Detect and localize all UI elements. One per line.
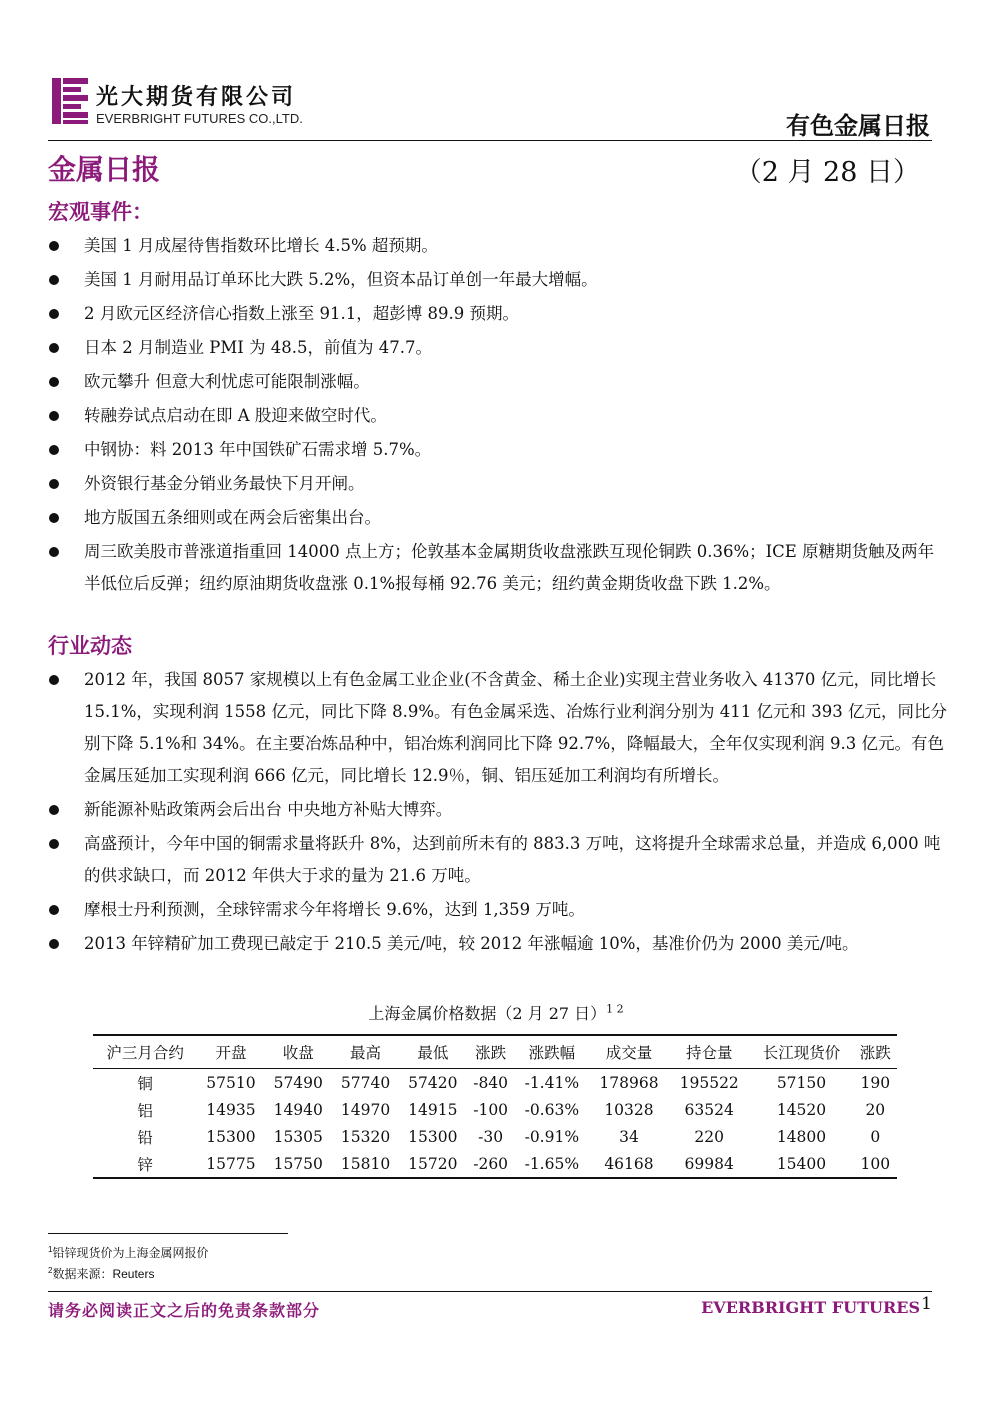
report-date: （2 月 28 日） xyxy=(734,157,920,188)
bullet-icon xyxy=(49,309,59,319)
list-item: 地方版国五条细则或在两会后密集出台。 xyxy=(48,502,948,536)
macro-list xyxy=(48,230,948,602)
section-title-macro: 宏观事件： xyxy=(48,199,153,224)
table-row: 铝 14935 14940 14970 14915 -100 -0.63% 10328 63524 14520 20 xyxy=(137,1100,886,1120)
bullet-icon xyxy=(49,805,59,815)
col-header: 成交量 xyxy=(589,1035,669,1069)
footnote-1: $^1$铅锌现货价为上海金属网报价 xyxy=(48,1245,209,1260)
table-row: 铜 57510 57490 57740 57420 -840 -1.41% 178968 195522 57150 190 xyxy=(137,1073,891,1093)
table-caption: 上海金属价格数据（2 月 27 日）$^{1 2}$ xyxy=(368,1002,624,1023)
report-title: 金属日报 xyxy=(48,153,161,186)
bullet-icon xyxy=(49,513,59,523)
col-header: 沪三月合约 xyxy=(93,1035,197,1069)
list-item: 2013 年锌精矿加工费现已敲定于 210.5 美元/吨，较 2012 年涨幅逾 10%，基准价仍为 2000 美元/吨。 xyxy=(48,928,948,962)
list-item: 新能源补贴政策两会后出台 中央地方补贴大博弈。 xyxy=(48,794,948,828)
list-item: 美国 1 月成屋待售指数环比增长 4.5% 超预期。 xyxy=(48,230,948,264)
footnote-2: $^2$数据来源：Reuters xyxy=(48,1266,155,1281)
col-header: 长江现货价 xyxy=(749,1035,853,1069)
industry-list xyxy=(48,664,948,962)
bullet-icon xyxy=(49,675,59,685)
bullet-icon xyxy=(49,411,59,421)
col-header: 涨跌 xyxy=(466,1035,514,1069)
col-header: 最高 xyxy=(332,1035,399,1069)
col-header: 收盘 xyxy=(265,1035,332,1069)
section-title-industry: 行业动态 xyxy=(48,633,132,658)
list-item: 外资银行基金分销业务最快下月开闸。 xyxy=(48,468,948,502)
list-item: 日本 2 月制造业 PMI 为 48.5，前值为 47.7。 xyxy=(48,332,948,366)
bullet-icon xyxy=(49,839,59,849)
bullet-icon xyxy=(49,479,59,489)
bullet-icon xyxy=(49,343,59,353)
footer-divider xyxy=(48,1291,932,1292)
col-header: 涨跌 xyxy=(854,1035,897,1069)
bullet-icon xyxy=(49,377,59,387)
bullet-icon xyxy=(49,547,59,557)
page-number: 1 xyxy=(921,1294,932,1314)
list-item: 欧元攀升 但意大利忧虑可能限制涨幅。 xyxy=(48,366,948,400)
list-item: 摩根士丹利预测，全球锌需求今年将增长 9.6%，达到 1,359 万吨。 xyxy=(48,894,948,928)
list-item: 周三欧美股市普涨道指重回 14000 点上方；伦敦基本金属期货收盘涨跌互现伦铜跌 0.36%；ICE 原糖期货触及两年半低位后反弹；纽约原油期货收盘涨 0.1%报每桶 92.76 美元；纽约黄金期货收盘下跌 1.2%。 xyxy=(48,536,948,600)
bullet-icon xyxy=(49,939,59,949)
col-header: 持仓量 xyxy=(669,1035,749,1069)
table-row: 铅 15300 15305 15320 15300 -30 -0.91% 34 220 14800 0 xyxy=(137,1127,881,1147)
bullet-icon xyxy=(49,905,59,915)
list-item: 2 月欧元区经济信心指数上涨至 91.1，超彭博 89.9 预期。 xyxy=(48,298,948,332)
footnote-divider xyxy=(48,1233,288,1234)
col-header: 涨跌幅 xyxy=(515,1035,589,1069)
table-header-row xyxy=(93,1035,897,1069)
disclaimer-notice: 请务必阅读正文之后的免责条款部分 xyxy=(48,1301,321,1320)
list-item: 美国 1 月耐用品订单环比大跌 5.2%，但资本品订单创一年最大增幅。 xyxy=(48,264,948,298)
bullet-icon xyxy=(49,241,59,251)
table-row: 锌 15775 15750 15810 15720 -260 -1.65% 46168 69984 15400 100 xyxy=(93,1150,897,1178)
col-header: 最低 xyxy=(399,1035,466,1069)
list-item: 高盛预计，今年中国的铜需求量将跃升 8%，达到前所未有的 883.3 万吨，这将提升全球需求总量，并造成 6,000 吨的供求缺口，而 2012 年供大于求的量为 21.6 万吨。 xyxy=(48,828,948,892)
report-type: 有色金属日报 xyxy=(786,111,930,140)
footnote-refs: 1 2 xyxy=(606,1002,624,1016)
bullet-icon xyxy=(49,275,59,285)
footer-brand: EVERBRIGHT FUTURES xyxy=(701,1298,920,1317)
bullet-icon xyxy=(49,445,59,455)
header-divider xyxy=(48,140,932,141)
col-header: 开盘 xyxy=(197,1035,264,1069)
everbright-logo-icon xyxy=(50,76,90,126)
company-name-cn: 光大期货有限公司 xyxy=(96,84,297,110)
price-table xyxy=(93,1034,897,1179)
list-item: 2012 年，我国 8057 家规模以上有色金属工业企业(不含黄金、稀土企业)实现主营业务收入 41370 亿元，同比增长 15.1%，实现利润 1558 亿元，同比下降 8.9%。有色金属采选、冶炼行业利润分别为 411 亿元和 393 亿元，同比分别下降 5.1%和 34%。在主要冶炼品种中，铝冶炼利润同比下降 92.7%，降幅最大，全年仅实现利润 9.3 亿元。有色金属压延加工实现利润 666 亿元，同比增长 12.9％，铜、铝压延加工利润均有所增长。 xyxy=(48,664,948,792)
list-item: 转融券试点启动在即 A 股迎来做空时代。 xyxy=(48,400,948,434)
list-item: 中钢协：料 2013 年中国铁矿石需求增 5.7%。 xyxy=(48,434,948,468)
company-name-en: EVERBRIGHT FUTURES CO.,LTD. xyxy=(96,111,303,126)
